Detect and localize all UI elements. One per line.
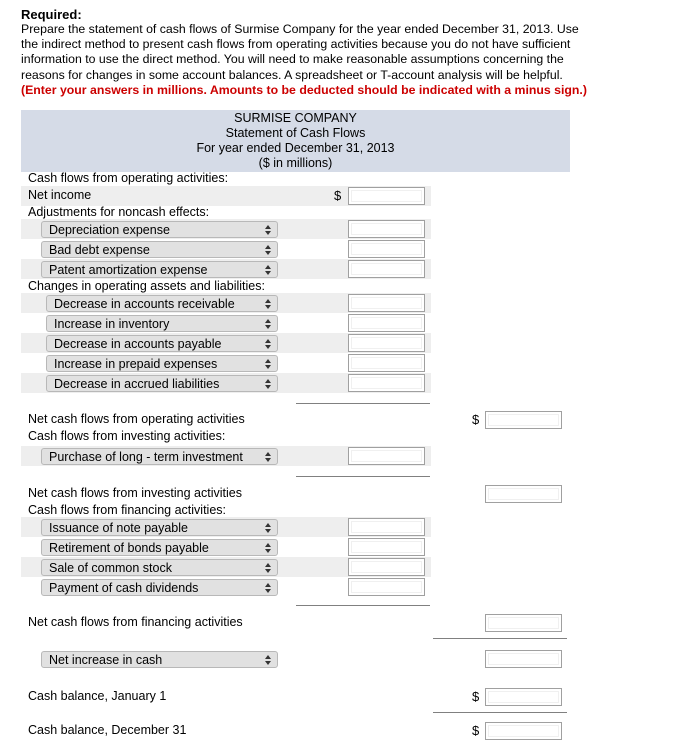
select-arrows-icon — [265, 522, 271, 534]
dollar-sign: $ — [472, 412, 480, 427]
dollar-sign: $ — [472, 723, 480, 738]
select-arrows-icon — [265, 582, 271, 594]
depreciation-input[interactable] — [348, 220, 425, 238]
statement-units: ($ in millions) — [258, 156, 333, 170]
select-arrows-icon — [265, 451, 271, 463]
instruction-line-1: Prepare the statement of cash flows of Surmise Company for the year ended December 31, 2013. Use — [21, 22, 579, 36]
net-financing-label: Net cash flows from financing activities — [28, 615, 243, 629]
balance-dec-label: Cash balance, December 31 — [28, 723, 187, 737]
bonds-payable-input[interactable] — [348, 538, 425, 556]
subtotal-rule — [296, 403, 430, 404]
changes-heading: Changes in operating assets and liabilities: — [28, 279, 265, 293]
investing-heading: Cash flows from investing activities: — [28, 429, 226, 443]
select-value: Retirement of bonds payable — [49, 541, 209, 555]
select-value: Net increase in cash — [49, 653, 163, 667]
adjustment-select[interactable] — [41, 221, 278, 238]
select-value: Purchase of long - term investment — [49, 450, 243, 464]
select-value: Sale of common stock — [49, 561, 172, 575]
select-arrows-icon — [265, 378, 271, 390]
change-select[interactable] — [46, 355, 278, 372]
select-value: Decrease in accounts payable — [54, 337, 222, 351]
select-arrows-icon — [265, 264, 271, 276]
select-value: Issuance of note payable — [49, 521, 188, 535]
instruction-line-4: reasons for changes in some account balances. A spreadsheet or T-account analysis will be helpful. — [21, 67, 563, 82]
net-operating-input[interactable] — [485, 411, 562, 429]
financing-select[interactable] — [41, 539, 278, 556]
operating-heading: Cash flows from operating activities: — [28, 171, 229, 185]
net-income-input[interactable] — [348, 187, 425, 205]
select-arrows-icon — [265, 224, 271, 236]
net-increase-input[interactable] — [485, 650, 562, 668]
statement-title: Statement of Cash Flows — [225, 126, 366, 140]
investing-select[interactable] — [41, 448, 278, 465]
select-arrows-icon — [265, 542, 271, 554]
financing-select[interactable] — [41, 559, 278, 576]
select-value: Decrease in accounts receivable — [54, 297, 235, 311]
adjustment-select[interactable] — [41, 261, 278, 278]
select-value: Patent amortization expense — [49, 263, 208, 277]
net-operating-label: Net cash flows from operating activities — [28, 412, 245, 426]
select-value: Increase in prepaid expenses — [54, 357, 218, 371]
bad-debt-input[interactable] — [348, 240, 425, 258]
accounts-payable-input[interactable] — [348, 334, 425, 352]
total-rule — [433, 712, 567, 713]
prepaid-expenses-input[interactable] — [348, 354, 425, 372]
patent-amortization-input[interactable] — [348, 260, 425, 278]
select-arrows-icon — [265, 654, 271, 666]
company-name: SURMISE COMPANY — [234, 111, 357, 125]
accrued-liabilities-input[interactable] — [348, 374, 425, 392]
select-arrows-icon — [265, 298, 271, 310]
net-income-label: Net income — [28, 188, 92, 202]
dollar-sign: $ — [334, 188, 342, 203]
balance-dec-input[interactable] — [485, 722, 562, 740]
select-value: Increase in inventory — [54, 317, 170, 331]
long-term-investment-input[interactable] — [348, 447, 425, 465]
inventory-input[interactable] — [348, 314, 425, 332]
subtotal-rule — [296, 476, 430, 477]
required-instructions — [21, 22, 641, 98]
financing-select[interactable] — [41, 519, 278, 536]
select-arrows-icon — [265, 318, 271, 330]
statement-period: For year ended December 31, 2013 — [196, 141, 395, 155]
instruction-note: (Enter your answers in millions. Amounts to be deducted should be indicated with a minus sign.) — [21, 82, 587, 97]
instruction-line-3: information to use the direct method. You will need to make reasonable assumptions concerning the — [21, 52, 564, 67]
financing-select[interactable] — [41, 579, 278, 596]
change-select[interactable] — [46, 315, 278, 332]
common-stock-input[interactable] — [348, 558, 425, 576]
required-title: Required: — [21, 7, 82, 22]
net-investing-input[interactable] — [485, 485, 562, 503]
cash-dividends-input[interactable] — [348, 578, 425, 596]
balance-jan-label: Cash balance, January 1 — [28, 689, 167, 703]
note-payable-input[interactable] — [348, 518, 425, 536]
subtotal-rule — [296, 605, 430, 606]
select-arrows-icon — [265, 358, 271, 370]
change-select[interactable] — [46, 295, 278, 312]
select-value: Depreciation expense — [49, 223, 170, 237]
balance-jan-input[interactable] — [485, 688, 562, 706]
adjustment-select[interactable] — [41, 241, 278, 258]
select-arrows-icon — [265, 338, 271, 350]
financing-heading: Cash flows from financing activities: — [28, 503, 226, 517]
select-value: Bad debt expense — [49, 243, 150, 257]
select-value: Payment of cash dividends — [49, 581, 199, 595]
statement-header — [21, 110, 570, 172]
net-investing-label: Net cash flows from investing activities — [28, 486, 242, 500]
net-change-select[interactable] — [41, 651, 278, 668]
change-select[interactable] — [46, 375, 278, 392]
instruction-line-2: the indirect method to present cash flows from operating activities because you do not have sufficient — [21, 37, 571, 52]
change-select[interactable] — [46, 335, 278, 352]
accounts-receivable-input[interactable] — [348, 294, 425, 312]
select-arrows-icon — [265, 562, 271, 574]
select-arrows-icon — [265, 244, 271, 256]
net-financing-input[interactable] — [485, 614, 562, 632]
select-value: Decrease in accrued liabilities — [54, 377, 220, 391]
dollar-sign: $ — [472, 689, 480, 704]
adjustments-heading: Adjustments for noncash effects: — [28, 205, 210, 219]
subtotal-rule — [433, 638, 567, 639]
